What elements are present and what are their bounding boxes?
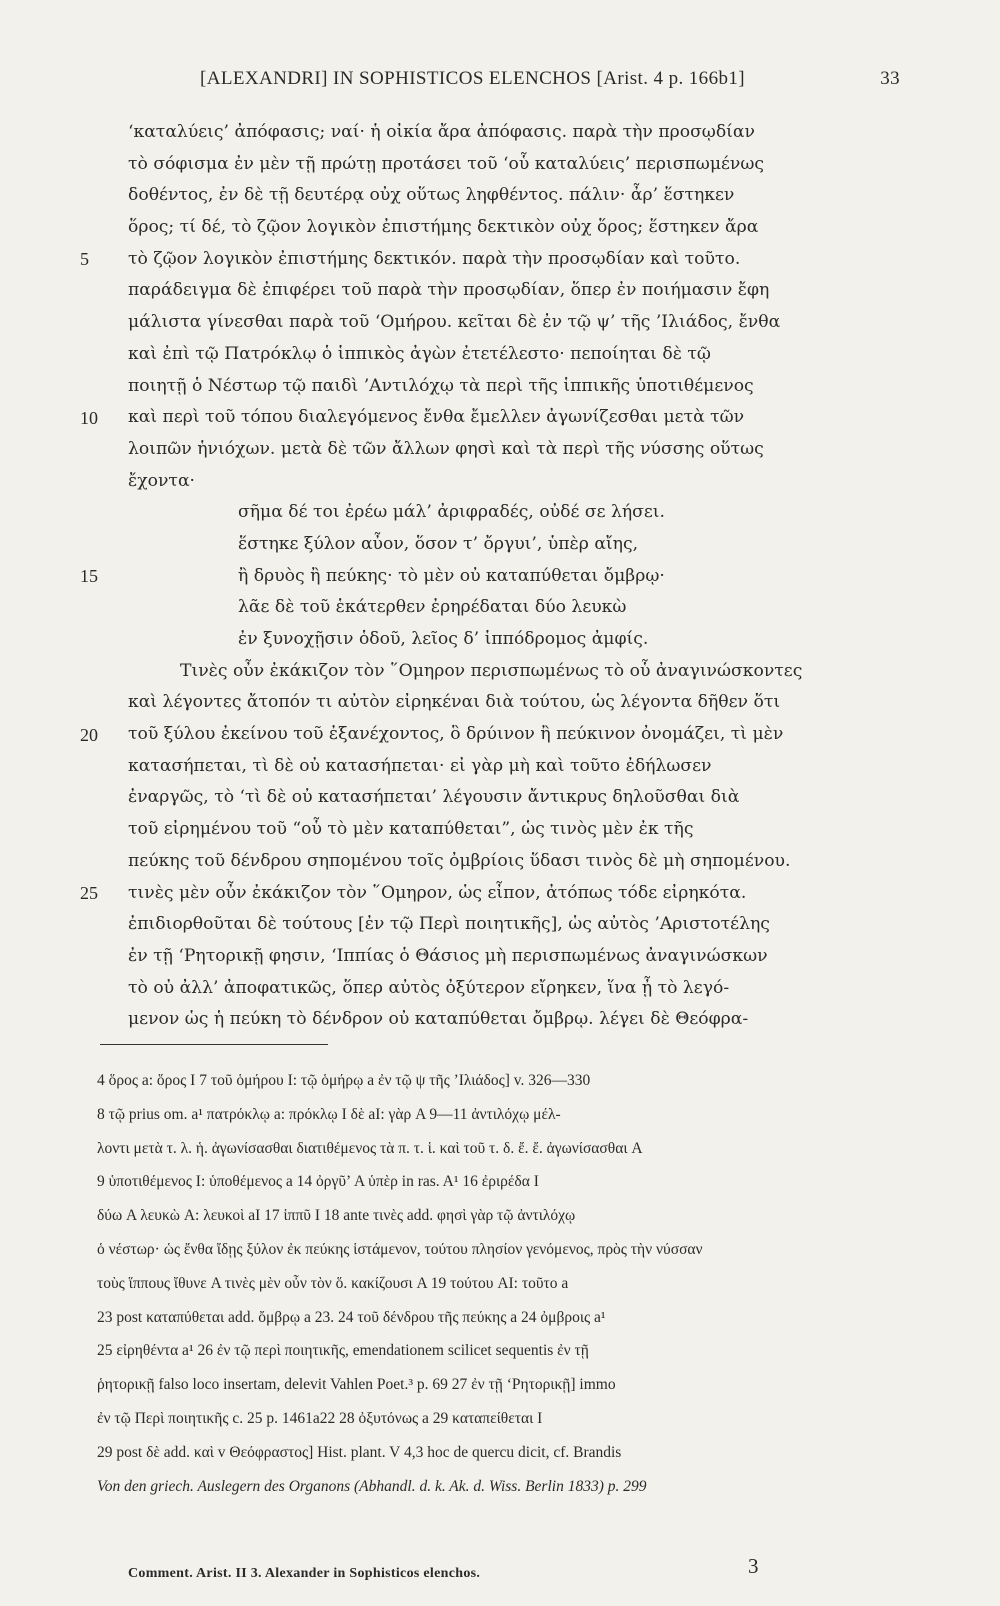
verse-line: ἢ δρυὸς ἢ πεύκης· τὸ μὲν οὐ καταπύθεται ὄμβρῳ· bbox=[238, 565, 665, 586]
header-title: [ALEXANDRI] IN SOPHISTICOS ELENCHOS [Arist. 4 p. 166b1] bbox=[200, 68, 746, 89]
body-line: τοῦ εἰρημένου τοῦ “οὗ τὸ μὲν καταπύθεται”, ὡς τινὸς μὲν ἐκ τῆς bbox=[128, 819, 694, 840]
body-line: καὶ περὶ τοῦ τόπου διαλεγόμενος ἔνθα ἔμελλεν ἀγωνίζεσθαι μετὰ τῶν bbox=[128, 407, 745, 428]
body-line: Τινὲς οὖν ἐκάκιζον τὸν ῞Ομηρον περισπωμένως τὸ οὗ ἀναγινώσκοντες bbox=[180, 660, 803, 681]
apparatus-line: ῥητορικῇ falso loco insertam, delevit Vahlen Poet.³ p. 69 27 ἐν τῇ ‘Ρητορικῇ] immo bbox=[97, 1376, 616, 1394]
apparatus-line: 9 ὑποτιθέμενος I: ὑποθέμενος a 14 ὀργῦ’ A ὑπὲρ in ras. A¹ 16 ἐριρέδα I bbox=[97, 1173, 539, 1191]
verse-line: σῆμα δέ τοι ἐρέω μάλ’ ἀριφραδές, οὐδέ σε λήσει. bbox=[238, 502, 665, 523]
body-line: τὸ ζῷον λογικὸν ἐπιστήμης δεκτικόν. παρὰ τὴν προσῳδίαν καὶ τοῦτο. bbox=[128, 248, 741, 269]
body-line: καὶ ἐπὶ τῷ Πατρόκλῳ ὁ ἱππικὸς ἀγὼν ἐτετέλεστο· πεποίηται δὲ τῷ bbox=[128, 343, 711, 364]
footnote-rule bbox=[100, 1044, 328, 1045]
body-line: ἐναργῶς, τὸ ‘τὶ δὲ οὐ κατασήπεται’ λέγουσιν ἄντικρυς δηλοῦσθαι διὰ bbox=[128, 787, 740, 808]
line-number: 5 bbox=[80, 249, 89, 269]
body-line: ποιητῇ ὁ Νέστωρ τῷ παιδὶ ’Αντιλόχῳ τὰ περὶ τῆς ἱππικῆς ὑποτιθέμενος bbox=[128, 375, 754, 396]
verse-line: ἐν ξυνοχῇσιν ὁδοῦ, λεῖος δ’ ἱππόδρομος ἀμφίς. bbox=[238, 629, 649, 649]
body-line: κατασήπεται, τὶ δὲ οὐ κατασήπεται· εἰ γὰρ μὴ καὶ τοῦτο ἐδήλωσεν bbox=[128, 755, 712, 776]
apparatus-line: 29 post δὲ add. καὶ v Θεόφραστος] Hist. plant. V 4,3 hoc de quercu dicit, cf. Brandis bbox=[97, 1443, 622, 1461]
body-line: ‘καταλύεις’ ἀπόφασις; ναί· ἡ οἰκία ἄρα ἀπόφασις. παρὰ τὴν προσῳδίαν bbox=[128, 122, 755, 142]
body-line: παράδειγμα δὲ ἐπιφέρει τοῦ παρὰ τὴν προσῳδίαν, ὅπερ ἐν ποιήμασιν ἔφη bbox=[128, 280, 770, 301]
apparatus-line: ὁ νέστωρ· ὡς ἔνθα ἴδῃς ξύλον ἐκ πεύκης ἱστάμενον, τούτου πλησίον γενόμενος, πρὸς τὴν νύσσαν bbox=[97, 1240, 703, 1258]
critical-apparatus bbox=[97, 1064, 907, 1503]
apparatus-line: 8 τῷ prius om. a¹ πατρόκλῳ a: πρόκλῳ I δὲ aI: γὰρ A 9—11 ἀντιλόχῳ μέλ- bbox=[97, 1105, 561, 1123]
line-number: 10 bbox=[80, 408, 98, 428]
body-line: τινὲς μὲν οὖν ἐκάκιζον τὸν ῞Ομηρον, ὡς εἶπον, ἀτόπως τόδε εἰρηκότα. bbox=[128, 882, 747, 903]
body-line: καὶ λέγοντες ἄτοπόν τι αὐτὸν εἰρηκέναι διὰ τούτου, ὡς λέγοντα δῆθεν ὅτι bbox=[128, 692, 781, 713]
body-line: μενον ὡς ἡ πεύκη τὸ δένδρον οὐ καταπύθεται ὄμβρῳ. λέγει δὲ Θεόφρα- bbox=[128, 1009, 749, 1030]
body-line: τοῦ ξύλου ἐκείνου τοῦ ἐξανέχοντος, ὃ δρύινον ἢ πεύκινον ὀνομάζει, τὶ μὲν bbox=[128, 724, 784, 745]
apparatus-line: τοὺς ἵππους ἴθυνε A τινὲς μὲν οὖν τὸν ὅ. κακίζουσι A 19 τούτου AI: τοῦτο a bbox=[97, 1274, 569, 1292]
body-line: τὸ οὐ ἀλλ’ ἀποφατικῶς, ὅπερ αὐτὸς ὀξύτερον εἴρηκεν, ἵνα ᾖ τὸ λεγό- bbox=[128, 977, 730, 998]
body-line: ἔχοντα· bbox=[128, 470, 196, 491]
apparatus-line: 4 ὅρος a: ὅρος I 7 τοῦ ὁμήρου I: τῷ ὁμήρῳ a ἐν τῷ ψ τῆς ’Ιλιάδος] v. 326—330 bbox=[97, 1072, 591, 1089]
body-line: λοιπῶν ἡνιόχων. μετὰ δὲ τῶν ἄλλων φησὶ καὶ τὰ περὶ τῆς νύσσης οὕτως bbox=[128, 438, 764, 459]
signature-mark: 3 bbox=[748, 1554, 759, 1578]
running-header bbox=[200, 68, 900, 96]
main-text bbox=[128, 117, 888, 1036]
verse-line: ἕστηκε ξύλον αὖον, ὅσον τ’ ὄργυι’, ὑπὲρ αἴης, bbox=[238, 533, 639, 554]
apparatus-line: δύω A λευκὼ A: λευκοὶ aI 17 ἱππῦ I 18 ante τινὲς add. φησὶ γὰρ τῷ ἀντιλόχῳ bbox=[97, 1207, 576, 1225]
body-line: ὅρος; τί δέ, τὸ ζῷον λογικὸν ἐπιστήμης δεκτικὸν οὐχ ὅρος; ἕστηκεν ἄρα bbox=[128, 217, 759, 238]
apparatus-line: Von den griech. Auslegern des Organons (Abhandl. d. k. Ak. d. Wiss. Berlin 1833) p. 299 bbox=[97, 1477, 647, 1495]
body-line: τὸ σόφισμα ἐν μὲν τῇ πρώτῃ προτάσει τοῦ ‘οὗ καταλύεις’ περισπωμένως bbox=[128, 153, 764, 174]
signature-line: Comment. Arist. II 3. Alexander in Sophisticos elenchos. bbox=[128, 1566, 481, 1581]
apparatus-line: 23 post καταπύθεται add. ὄμβρῳ a 23. 24 τοῦ δένδρου τῆς πεύκης a 24 ὀμβροις a¹ bbox=[97, 1308, 606, 1326]
apparatus-line: ἐν τῷ Περὶ ποιητικῆς c. 25 p. 1461a22 28 ὀξυτόνως a 29 καταπείθεται I bbox=[97, 1409, 543, 1427]
apparatus-line: λοντι μετὰ τ. λ. ἡ. ἀγωνίσασθαι διατιθέμενος τὰ π. τ. ἱ. καὶ τοῦ τ. δ. ἔ. ἔ. ἀγωνίσασθαι A bbox=[97, 1139, 643, 1157]
verse-line: λᾶε δὲ τοῦ ἑκάτερθεν ἐρηρέδαται δύο λευκὼ bbox=[238, 597, 627, 618]
body-line: μάλιστα γίνεσθαι παρὰ τοῦ ‘Ομήρου. κεῖται δὲ ἐν τῷ ψ’ τῆς ’Ιλιάδος, ἔνθα bbox=[128, 312, 781, 333]
body-line: ἐν τῇ ‘Ρητορικῇ φησιν, ‘Ιππίας ὁ Θάσιος μὴ περισπωμένως ἀναγινώσκων bbox=[128, 945, 768, 966]
line-number: 20 bbox=[80, 725, 98, 745]
body-line: ἐπιδιορθοῦται δὲ τούτους [ἐν τῷ Περὶ ποιητικῆς], ὡς αὐτὸς ’Αριστοτέλης bbox=[128, 914, 770, 935]
page-number: 33 bbox=[880, 68, 900, 89]
body-line: πεύκης τοῦ δένδρου σηπομένου τοῖς ὀμβρίοις ὕδασι τινὸς δὲ μὴ σηπομένου. bbox=[128, 850, 791, 871]
line-number: 25 bbox=[80, 883, 98, 903]
line-number: 15 bbox=[80, 566, 98, 586]
apparatus-line: 25 εἰρηθέντα a¹ 26 ἐν τῷ περὶ ποιητικῆς, emendationem scilicet sequentis ἐν τῇ bbox=[97, 1342, 589, 1360]
body-line: δοθέντος, ἐν δὲ τῇ δευτέρᾳ οὐχ οὕτως ληφθέντος. πάλιν· ἆρ’ ἕστηκεν bbox=[128, 185, 735, 206]
